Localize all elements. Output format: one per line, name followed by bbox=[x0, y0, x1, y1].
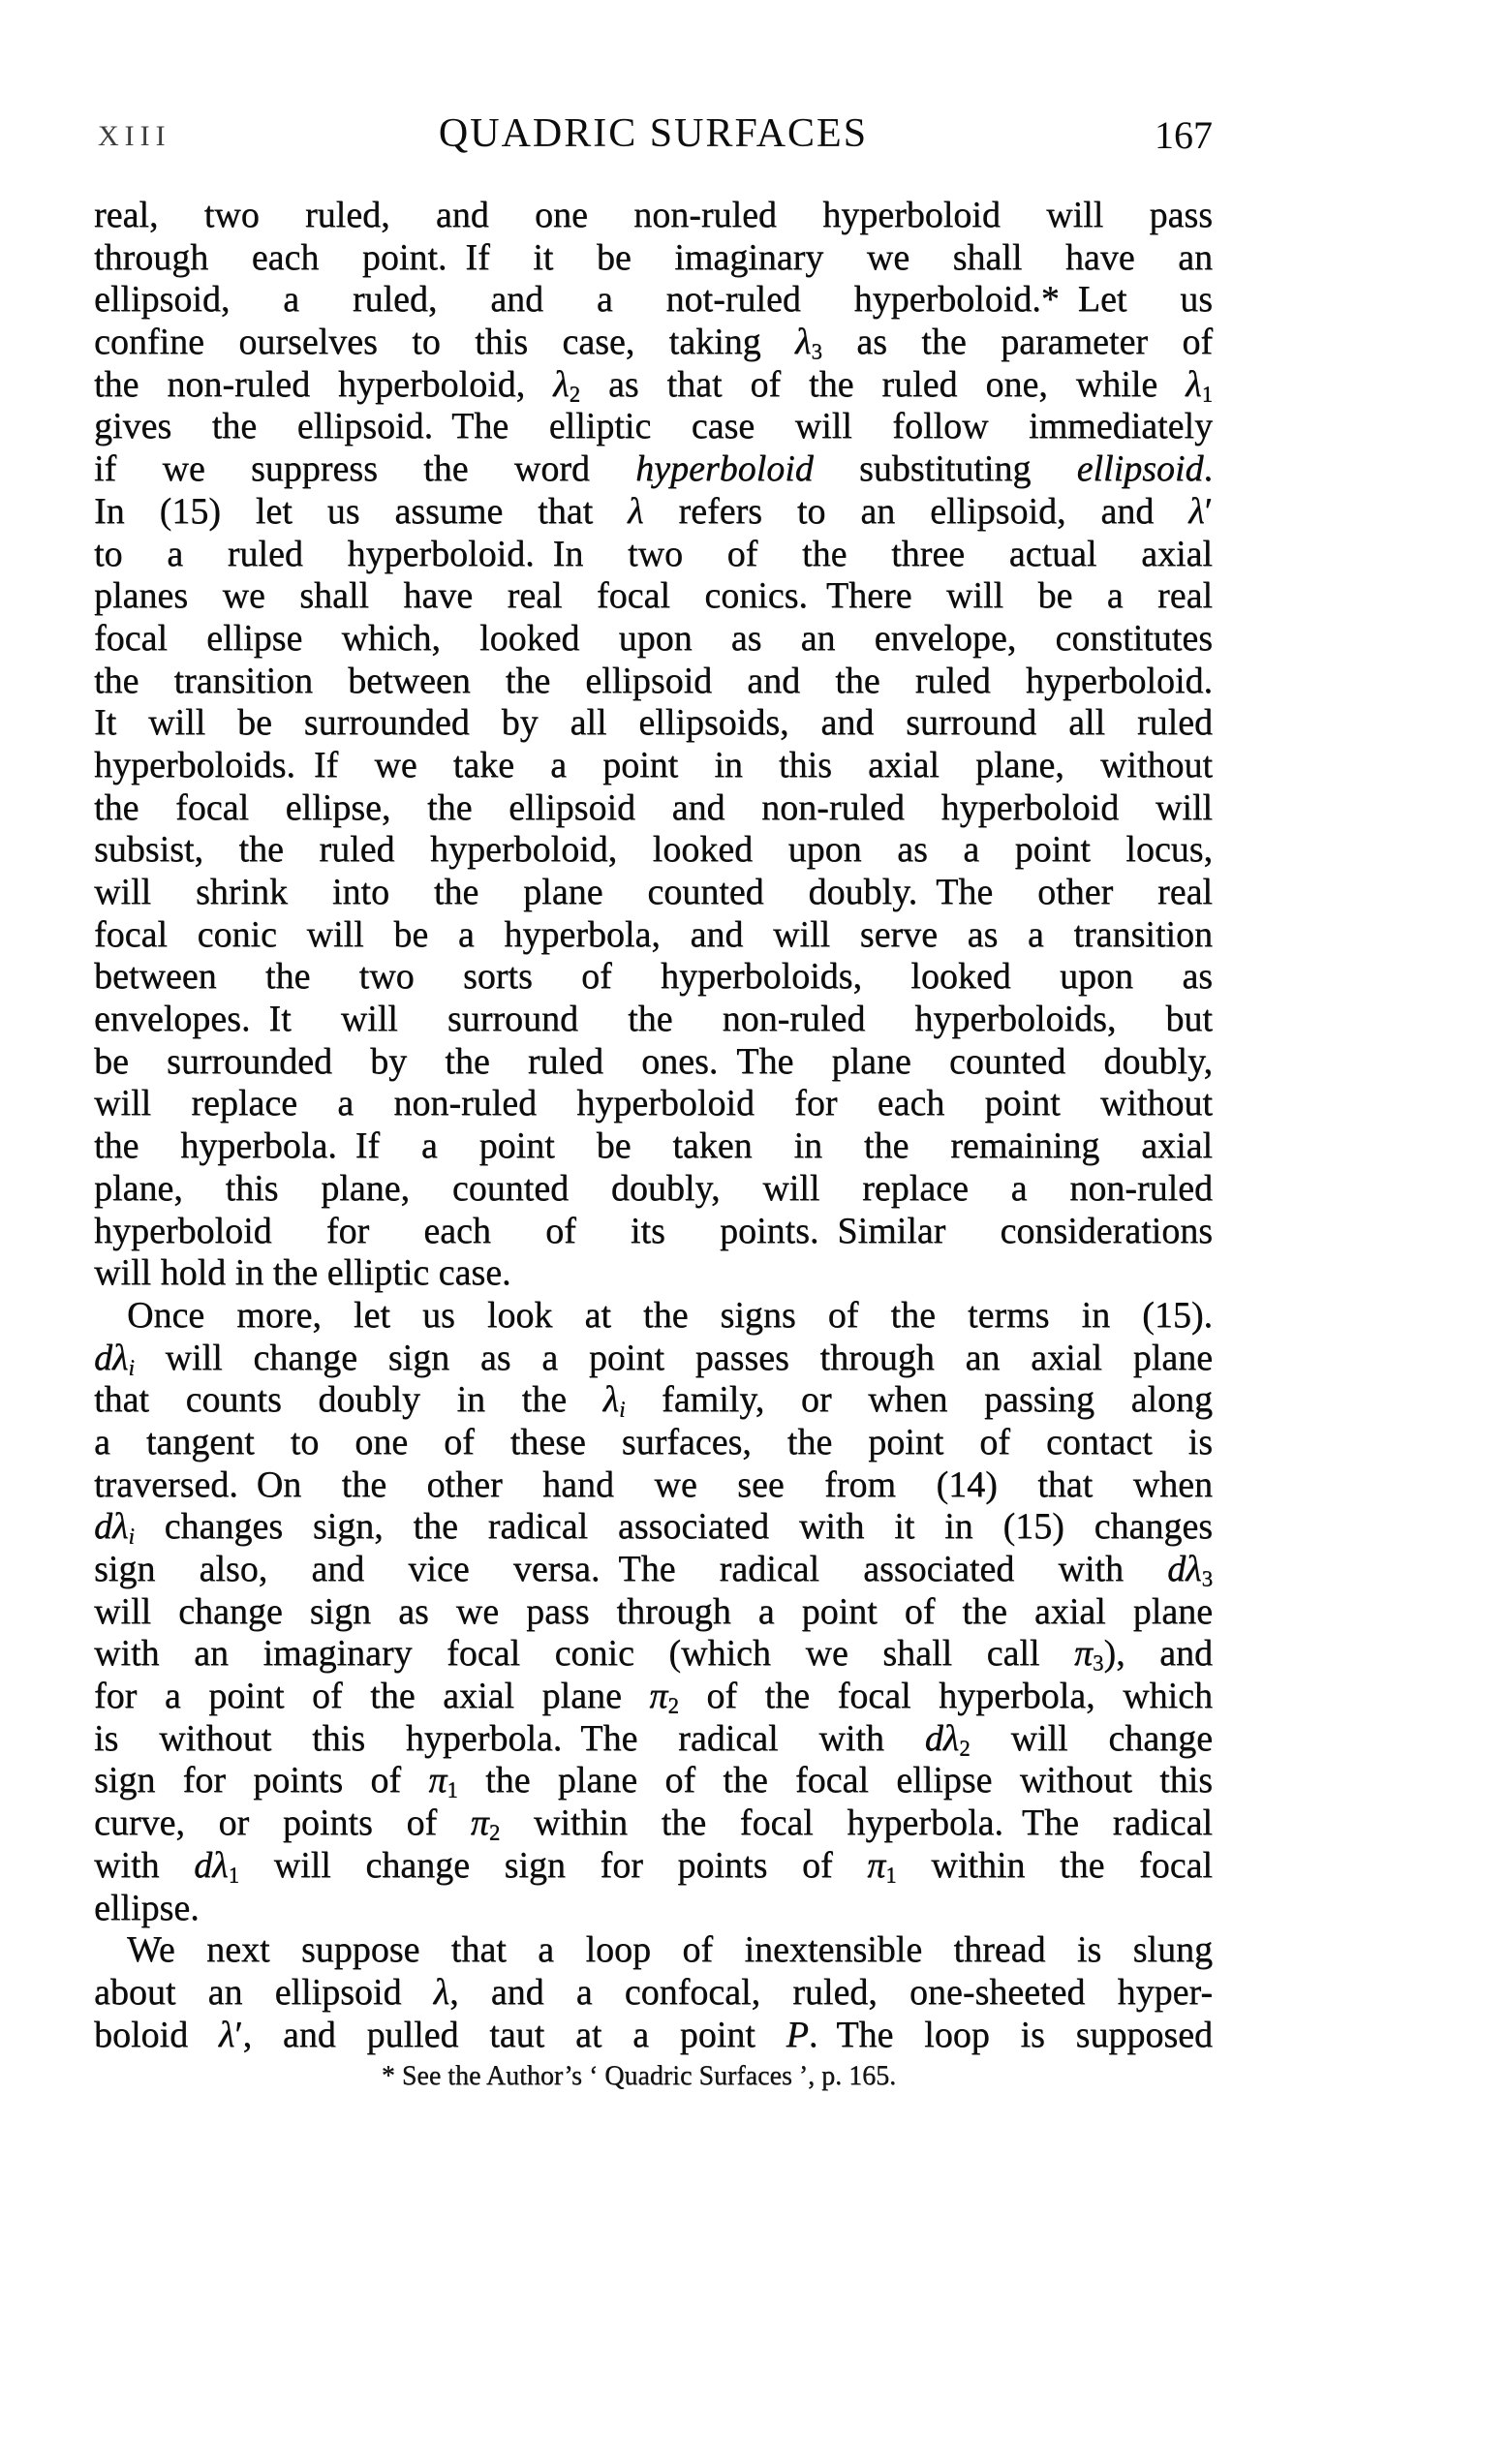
page-header bbox=[94, 108, 1213, 159]
running-title: QUADRIC SURFACES bbox=[438, 111, 869, 156]
text-line: will change sign as we pass through a point of the axial plane bbox=[94, 1590, 1213, 1632]
text-line: a tangent to one of these surfaces, the point of contact is bbox=[94, 1421, 1213, 1463]
text-line: $d\lambda_i$ changes sign, the radical associated with it in (15) changes bbox=[94, 1506, 1213, 1549]
text-line: hyperboloids. If we take a point in this axial plane, without bbox=[94, 744, 1213, 785]
page-number: 167 bbox=[1155, 113, 1213, 157]
text-line: plane, this plane, counted doubly, will replace a non-ruled bbox=[94, 1167, 1213, 1209]
text-line: with $d\lambda_1$ will change sign for points of $\pi_1$ within the focal bbox=[94, 1844, 1213, 1888]
text-line: We next suppose that a loop of inextensible thread is slung bbox=[127, 1929, 1213, 1971]
text-line: focal ellipse which, looked upon as an envelope, constitutes bbox=[94, 617, 1213, 659]
text-line: will shrink into the plane counted doubly. The other real bbox=[94, 872, 1213, 912]
text-line: will hold in the elliptic case. bbox=[94, 1252, 511, 1294]
text-line: the transition between the ellipsoid and the ruled hyperboloid. bbox=[94, 660, 1213, 701]
body-text bbox=[94, 195, 1213, 2056]
text-line: between the two sorts of hyperboloids, looked upon as bbox=[94, 956, 1213, 998]
text-line: that counts doubly in the $\lambda_i$ family, or when passing along bbox=[94, 1379, 1213, 1422]
text-line: focal conic will be a hyperbola, and will serve as a transition bbox=[94, 913, 1213, 955]
text-line: with an imaginary focal conic (which we shall call $\pi_3$), and bbox=[94, 1633, 1213, 1676]
text-line: for a point of the axial plane $\pi_2$ of the focal hyperbola, which bbox=[94, 1676, 1213, 1718]
text-line: the focal ellipse, the ellipsoid and non-ruled hyperboloid will bbox=[94, 786, 1213, 828]
text-line: will replace a non-ruled hyperboloid for each point without bbox=[94, 1083, 1213, 1124]
text-line: subsist, the ruled hyperboloid, looked upon as a point locus, bbox=[94, 829, 1213, 871]
text-line: if we suppress the word hyperboloid substituting ellipsoid. bbox=[94, 448, 1213, 490]
text-line: traversed. On the other hand we see from (14) that when bbox=[94, 1463, 1213, 1505]
text-line: to a ruled hyperboloid. In two of the three actual axial bbox=[94, 533, 1213, 574]
text-line: hyperboloid for each of its points. Similar considerations bbox=[94, 1210, 1213, 1251]
text-line: about an ellipsoid λ, and a confocal, ruled, one-sheeted hyper- bbox=[94, 1971, 1213, 2013]
text-line: sign also, and vice versa. The radical associated with $d\lambda_3$ bbox=[94, 1549, 1213, 1591]
text-line: It will be surrounded by all ellipsoids, and surround all ruled bbox=[94, 702, 1213, 744]
text-line: Once more, let us look at the signs of the terms in (15). bbox=[127, 1294, 1213, 1336]
text-line: real, two ruled, and one non-ruled hyperboloid will pass bbox=[94, 195, 1213, 235]
text-line: envelopes. It will surround the non-ruled hyperboloids, but bbox=[94, 999, 1213, 1040]
text-line: planes we shall have real focal conics. There will be a real bbox=[94, 575, 1213, 617]
text-line: sign for points of $\pi_1$ the plane of the focal ellipse without this bbox=[94, 1760, 1213, 1802]
text-line: In (15) let us assume that λ refers to an ellipsoid, and λ′ bbox=[94, 490, 1213, 532]
text-line: confine ourselves to this case, taking $\lambda_3$ as the parameter of bbox=[94, 322, 1214, 364]
text-line: the hyperbola. If a point be taken in the remaining axial bbox=[94, 1125, 1213, 1167]
text-line: be surrounded by the ruled ones. The plane counted doubly, bbox=[94, 1040, 1213, 1082]
text-line: ellipsoid, a ruled, and a not-ruled hyperboloid.* Let us bbox=[94, 279, 1213, 321]
text-line: through each point. If it be imaginary we shall have an bbox=[94, 236, 1213, 278]
chapter-number: XIII bbox=[98, 120, 171, 152]
text-line: curve, or points of $\pi_2$ within the focal hyperbola. The radical bbox=[94, 1802, 1213, 1845]
text-line: the non-ruled hyperboloid, $\lambda_2$ as that of the ruled one, while $\lambda_1$ bbox=[94, 363, 1213, 407]
footnote: * See the Author’s ‘ Quadric Surfaces ’, p. 165. bbox=[381, 2061, 897, 2091]
text-line: is without this hyperbola. The radical with $d\lambda_2$ will change bbox=[94, 1717, 1214, 1761]
text-line: gives the ellipsoid. The elliptic case will follow immediately bbox=[94, 406, 1213, 447]
text-line: boloid λ′, and pulled taut at a point P. The loop is supposed bbox=[94, 2014, 1214, 2055]
text-line: $d\lambda_i$ will change sign as a point passes through an axial plane bbox=[94, 1337, 1213, 1380]
text-line: ellipse. bbox=[94, 1887, 200, 1928]
